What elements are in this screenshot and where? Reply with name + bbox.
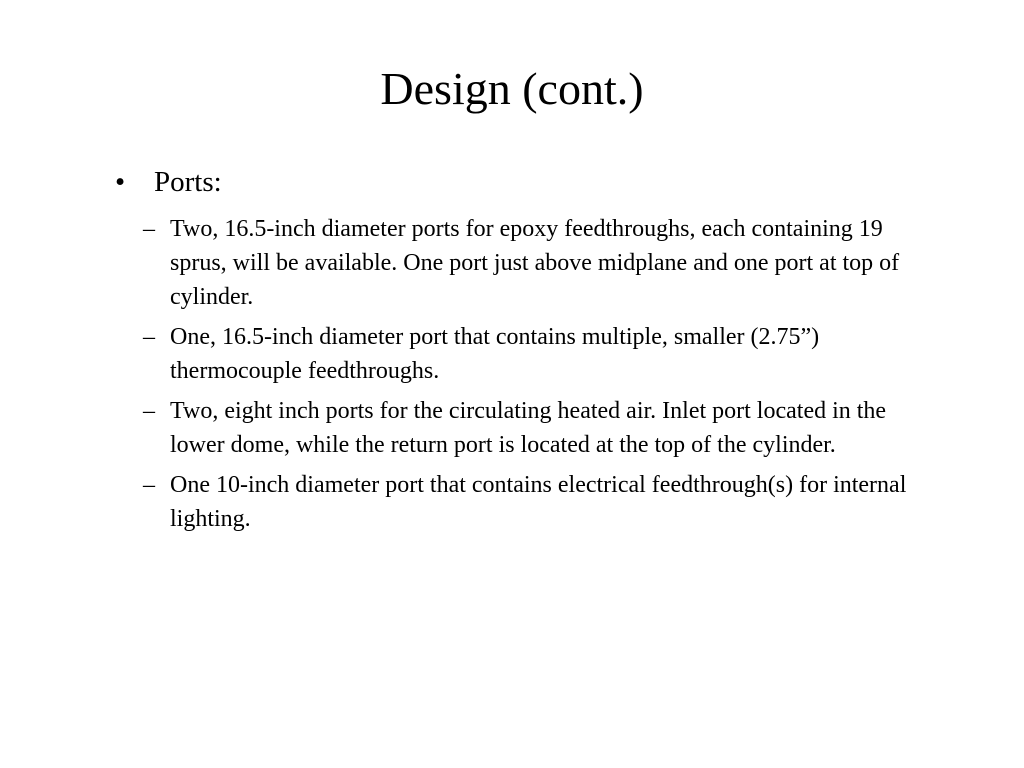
ports-sublist [113,212,923,536]
dash-marker: – [143,472,155,498]
subbullet-text: Two, 16.5-inch diameter ports for epoxy feedthroughs, each containing 19 sprus, will be available. One port just above midplane and one port at top of cylinder. [170,216,900,310]
subbullet-text: Two, eight inch ports for the circulating heated air. Inlet port located in the lower dome, while the return port is located at the top of the cylinder. [170,398,887,458]
subbullet-air-ports [113,394,923,462]
subbullet-text: One, 16.5-inch diameter port that contains multiple, smaller (2.75”) thermocouple feedthroughs. [170,324,820,384]
slide-title: Design (cont.) [380,63,644,114]
dash-marker: – [143,398,155,424]
slide-body [113,162,923,542]
bullet-text: Ports: [154,166,222,198]
subbullet-thermocouple-port [113,320,923,388]
subbullet-epoxy-ports [113,212,923,314]
dash-marker: – [143,216,155,242]
subbullet-electrical-port [113,468,923,536]
dash-marker: – [143,324,155,350]
bullet-ports [113,162,923,202]
bullet-marker: • [115,166,126,198]
subbullet-text: One 10-inch diameter port that contains electrical feedthrough(s) for internal lighting. [170,472,907,532]
